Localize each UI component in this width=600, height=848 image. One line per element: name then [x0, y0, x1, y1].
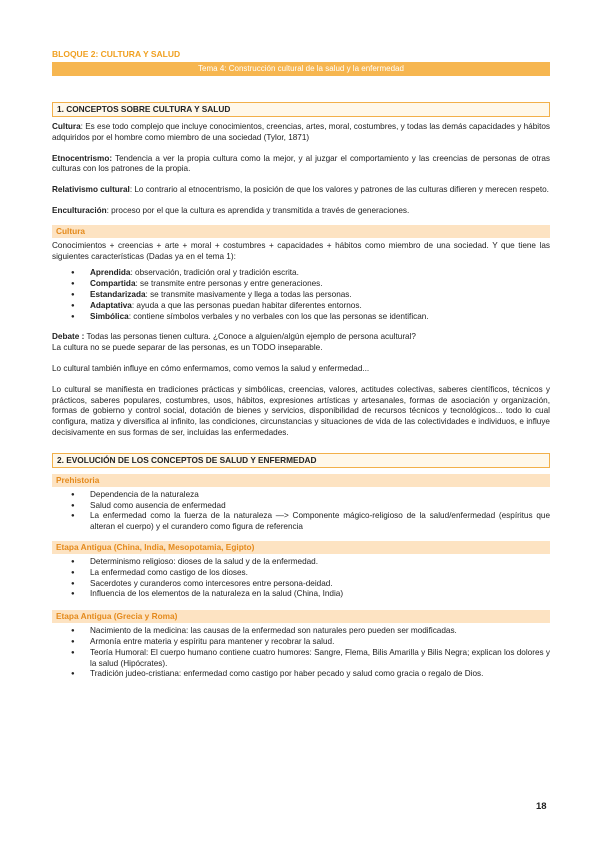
- subheading-etapa-antigua-grecia: Etapa Antigua (Grecia y Roma): [52, 610, 550, 623]
- prehistoria-list: [52, 490, 550, 533]
- list-item: ● Estandarizada: se transmite masivamente y llega a todas las personas.: [90, 290, 550, 301]
- debate-paragraph: Debate : Todas las personas tienen cultura. ¿Conoce a alguien/algún ejemplo de persona acultural? La cultura no se puede separar de las personas, es un TODO inseparable.: [52, 332, 416, 353]
- block-title: BLOQUE 2: CULTURA Y SALUD: [52, 49, 181, 59]
- influye-paragraph: Lo cultural también influye en cómo enfermamos, como vemos la salud y enfermedad...: [52, 363, 370, 373]
- definition-etnocentrismo: Etnocentrismo: Tendencia a ver la propia cultura como la mejor, y al juzgar el comportamiento y las creencias de personas de otras culturas con los patrones de la propia.: [52, 153, 550, 174]
- topic-bar: Tema 4: Construcción cultural de la salud y la enfermedad: [52, 62, 550, 76]
- caracteristicas-list: [52, 268, 550, 322]
- definition-relativismo: Relativismo cultural: Lo contrario al etnocentrismo, la posición de que los valores y patrones de las culturas difieren y merecen respeto.: [52, 185, 549, 195]
- list-item: ● La enfermedad como castigo de los dioses.: [90, 568, 550, 579]
- list-item: ● Salud como ausencia de enfermedad: [90, 501, 550, 512]
- list-item: ● Armonía entre materia y espíritu para mantener y recobrar la salud.: [90, 637, 550, 648]
- section-heading-conceptos: 1. CONCEPTOS SOBRE CULTURA Y SALUD: [52, 102, 550, 117]
- list-item: ● Sacerdotes y curanderos como intercesores entre persona-deidad.: [90, 579, 550, 590]
- definition-cultura: Cultura: Es ese todo complejo que incluye conocimientos, creencias, artes, moral, costumbres, y todas las demás capacidades y hábitos adquiridos por el hombre como miembro de una sociedad (Tylor, 1871): [52, 122, 550, 142]
- page-number: 18: [536, 801, 547, 812]
- antigua-oriente-list: [52, 557, 550, 600]
- list-item: ● Compartida: se transmite entre personas y entre generaciones.: [90, 279, 550, 290]
- manifiesta-paragraph: Lo cultural se manifiesta en tradiciones prácticas y simbólicas, creencias, valores, actitudes colectivas, saberes científicos, técnicos y prácticos, saberes populares, costumbres, usos, hábitos, expresiones artísticas y artesanales, formas de asociación y organización, formas de gobierno y control social, dotación de bienes y servicios, disponibilidad de recursos técnicos y tecnológicos... todo lo cual configura, matiza y diversifica al infinito, las condiciones, circunstancias y situaciones de vida de las colectividades e individuos, e influye decisivamente en sus formas de ser, incluidas las enfermedades.: [52, 384, 550, 437]
- list-item: ● Simbólica: contiene símbolos verbales y no verbales con los que las personas se identifican.: [90, 312, 550, 323]
- list-item: ● Teoría Humoral: El cuerpo humano contiene cuatro humores: Sangre, Flema, Bilis Amarilla y Bilis Negra; explican los dolores y la salud (Hipócrates).: [90, 648, 550, 670]
- list-item: ● Adaptativa: ayuda a que las personas puedan habitar diferentes entornos.: [90, 301, 550, 312]
- list-item: ● Tradición judeo-cristiana: enfermedad como castigo por haber pecado y salud como gracia o regalo de Dios.: [90, 669, 550, 680]
- definition-enculturacion: Enculturación: proceso por el que la cultura es aprendida y transmitida a través de generaciones.: [52, 205, 410, 215]
- subheading-prehistoria: Prehistoria: [52, 474, 550, 487]
- antigua-grecia-list: [52, 626, 550, 680]
- list-item: ● Dependencia de la naturaleza: [90, 490, 550, 501]
- list-item: ● Aprendida: observación, tradición oral y tradición escrita.: [90, 268, 550, 279]
- subheading-etapa-antigua-oriente: Etapa Antigua (China, India, Mesopotamia, Egipto): [52, 541, 550, 554]
- list-item: ● Nacimiento de la medicina: las causas de la enfermedad son naturales pero pueden ser modificadas.: [90, 626, 550, 637]
- list-item: ● La enfermedad como la fuerza de la naturaleza —> Componente mágico-religioso de la salud/enfermedad (espíritus que alteran el cuerpo) y el curandero como figura de referencia: [90, 511, 550, 533]
- list-item: ● Determinismo religioso: dioses de la salud y de la enfermedad.: [90, 557, 550, 568]
- section-heading-evolucion: 2. EVOLUCIÓN DE LOS CONCEPTOS DE SALUD Y ENFERMEDAD: [52, 453, 550, 468]
- document-page: [52, 48, 550, 680]
- cultura-intro: Conocimientos + creencias + arte + moral + costumbres + capacidades + hábitos como miembro de una sociedad. Y que tiene las siguientes características (Dadas ya en el tema 1):: [52, 240, 550, 261]
- list-item: ● Influencia de los elementos de la naturaleza en la salud (China, India): [90, 589, 550, 600]
- subheading-cultura: Cultura: [52, 225, 550, 238]
